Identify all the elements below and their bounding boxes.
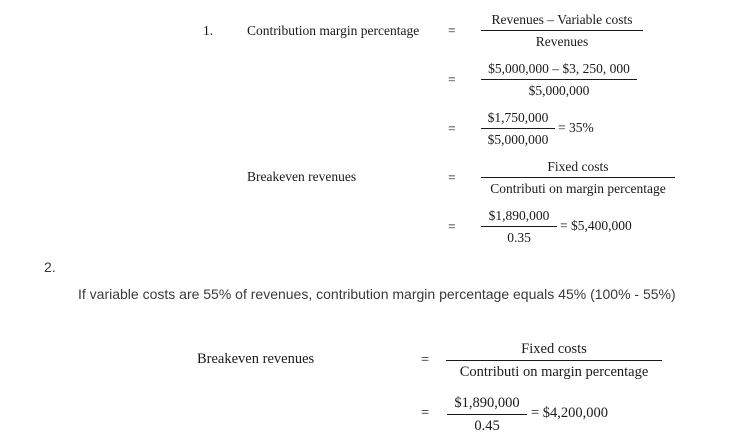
breakeven-formula-fraction	[446, 342, 662, 379]
part2-number: 2.	[44, 259, 56, 275]
breakeven-result-value: = $5,400,000	[560, 218, 632, 233]
equals-sign: =	[448, 170, 456, 185]
breakeven-values-fraction	[481, 209, 557, 244]
equals-sign: =	[421, 352, 430, 368]
fraction-denominator: 0.45	[474, 417, 500, 434]
cm-values-fraction	[481, 62, 637, 97]
cm-result-value: = 35%	[558, 120, 594, 135]
fraction-denominator: Contributi on margin percentage	[459, 363, 649, 380]
fraction-denominator: Revenues	[535, 33, 589, 49]
equals-sign: =	[448, 23, 456, 38]
fraction-numerator: $1,890,000	[488, 208, 550, 223]
fraction-denominator: Contributi on margin percentage	[490, 180, 666, 196]
fraction-denominator: $5,000,000	[487, 131, 549, 147]
fraction-denominator: 0.35	[507, 229, 531, 245]
equals-sign: =	[421, 405, 430, 421]
fraction-denominator: $5,000,000	[528, 82, 590, 98]
part1-number: 1.	[203, 23, 214, 38]
breakeven-revenues-label: Breakeven revenues	[247, 169, 357, 184]
breakeven-formula-fraction	[481, 160, 675, 195]
fraction-numerator: $5,000,000 – $3, 250, 000	[488, 61, 630, 76]
fraction-numerator: Revenues – Variable costs	[491, 12, 633, 27]
breakeven-revenues-label: Breakeven revenues	[197, 351, 315, 367]
fraction-numerator: Fixed costs	[521, 341, 587, 357]
breakeven-values-fraction	[447, 396, 527, 433]
equals-sign: =	[448, 121, 456, 136]
fraction-numerator: $1,750,000	[487, 110, 549, 125]
fraction-numerator: $1,890,000	[454, 395, 520, 411]
equals-sign: =	[448, 72, 456, 87]
equals-sign: =	[448, 219, 456, 234]
part2-intro-text: If variable costs are 55% of revenues, contribution margin percentage equals 45% (100% - 55%)	[78, 286, 676, 302]
fraction-numerator: Fixed costs	[547, 159, 609, 174]
cm-result-fraction	[481, 111, 555, 146]
cm-percentage-label: Contribution margin percentage	[247, 23, 420, 38]
breakeven-result-value: = $4,200,000	[531, 405, 609, 421]
cm-formula-fraction	[481, 13, 643, 48]
